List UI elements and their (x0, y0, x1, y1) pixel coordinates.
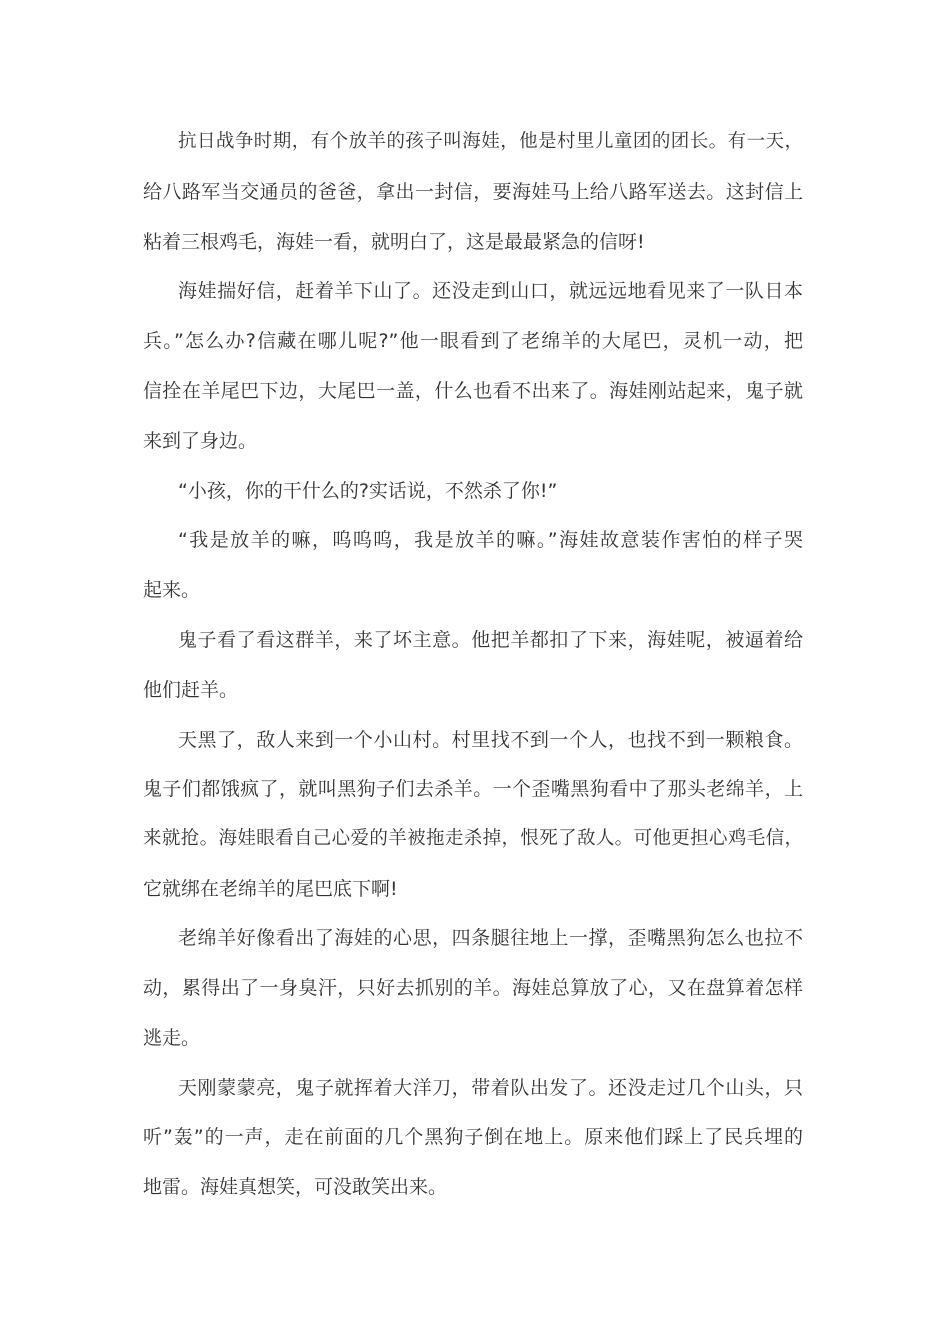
paragraph-line: “小孩，你的干什么的?实话说，不然杀了你!” (178, 480, 558, 502)
paragraph-line: 起来。 (143, 579, 201, 601)
paragraph-line: 信拴在羊尾巴下边，大尾巴一盖，什么也看不出来了。海娃刚站起来，鬼子就 (143, 380, 803, 402)
paragraph-line: 地雷。海娃真想笑，可没敢笑出来。 (143, 1176, 448, 1198)
paragraph-line: 天刚蒙蒙亮，鬼子就挥着大洋刀，带着队出发了。还没走过几个山头，只 (178, 1077, 803, 1099)
paragraph-line: 听”轰”的一声，走在前面的几个黑狗子倒在地上。原来他们踩上了民兵埋的 (143, 1126, 803, 1148)
paragraph-line: 逃走。 (143, 1027, 201, 1049)
paragraph-line: 动，累得出了一身臭汗，只好去抓别的羊。海娃总算放了心，又在盘算着怎样 (143, 977, 803, 999)
paragraph-line: 他们赶羊。 (143, 679, 239, 701)
paragraph-line: 鬼子们都饿疯了，就叫黑狗子们去杀羊。一个歪嘴黑狗看中了那头老绵羊，上 (143, 778, 803, 800)
paragraph-line: 兵。”怎么办?信藏在哪儿呢?”他一眼看到了老绵羊的大尾巴，灵机一动，把 (143, 330, 803, 352)
paragraph-line: 给八路军当交通员的爸爸，拿出一封信，要海娃马上给八路军送去。这封信上 (143, 181, 803, 203)
paragraph-line: 天黑了，敌人来到一个小山村。村里找不到一个人，也找不到一颗粮食。 (178, 729, 803, 751)
paragraph-line: 海娃揣好信，赶着羊下山了。还没走到山口，就远远地看见来了一队日本 (178, 280, 803, 302)
paragraph-line: 鬼子看了看这群羊，来了坏主意。他把羊都扣了下来，海娃呢，被逼着给 (178, 629, 803, 651)
paragraph-line: 老绵羊好像看出了海娃的心思，四条腿往地上一撑，歪嘴黑狗怎么也拉不 (178, 927, 803, 949)
paragraph-line: 它就绑在老绵羊的尾巴底下啊! (143, 878, 398, 900)
paragraph-line: “我是放羊的嘛，呜呜呜，我是放羊的嘛。”海娃故意装作害怕的样子哭 (178, 529, 803, 551)
paragraph-line: 粘着三根鸡毛，海娃一看，就明白了，这是最最紧急的信呀! (143, 231, 645, 253)
paragraph-line: 抗日战争时期，有个放羊的孩子叫海娃，他是村里儿童团的团长。有一天， (178, 131, 803, 152)
paragraph-line: 来到了身边。 (143, 430, 258, 452)
paragraph-line: 来就抢。海娃眼看自己心爱的羊被拖走杀掉，恨死了敌人。可他更担心鸡毛信， (143, 828, 803, 849)
